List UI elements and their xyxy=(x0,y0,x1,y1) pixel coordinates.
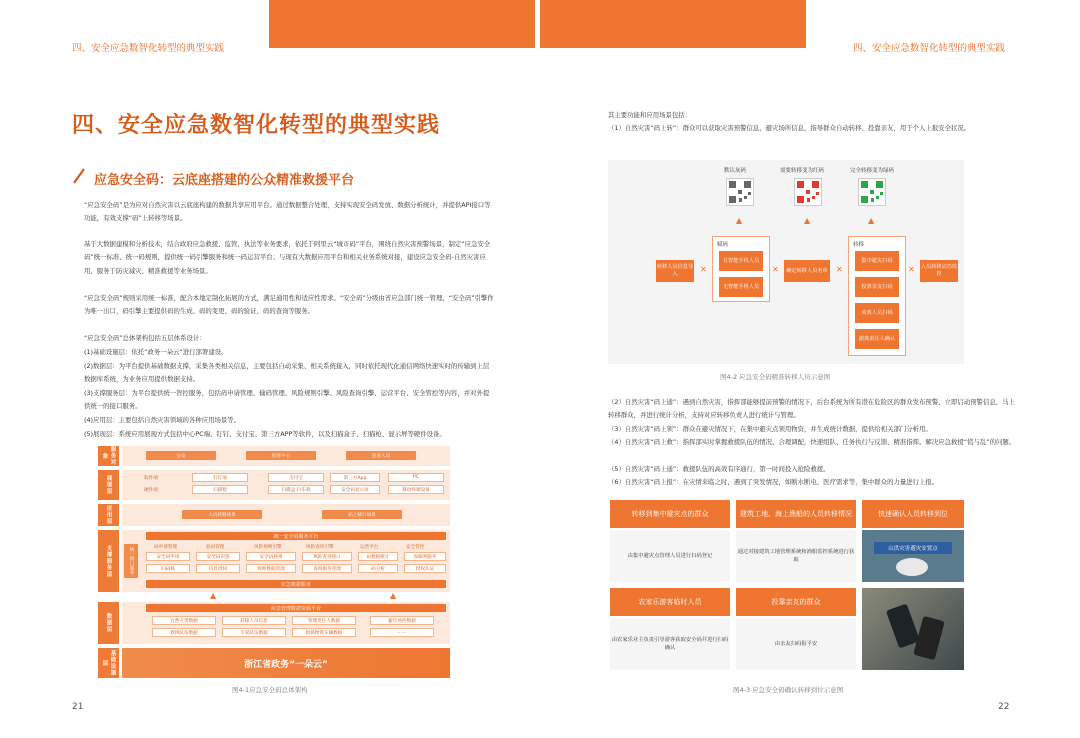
group-assign-label: 赋码 xyxy=(717,242,729,248)
display-cell: 钉钉端 xyxy=(192,473,248,482)
transfer-arrow-icon: ✕ xyxy=(772,265,779,274)
paragraph-8: (4)应用层：主要包括自然灾害领域的各种应用场景等。 xyxy=(84,416,241,424)
page-number-right: 22 xyxy=(998,702,1010,712)
paragraph-5: (1)基础设施层：依托“政务一朵云”进行部署建设。 xyxy=(84,348,228,356)
qr-code-gray-icon xyxy=(726,178,754,206)
header-tab-right xyxy=(540,0,806,48)
qr-code-red-icon xyxy=(794,178,822,206)
function-5-text: （5）自然灾害“码上通”：救援队伍的高效有序通行，第一时间投入抢险救援。 xyxy=(608,465,830,473)
support-cell: 规则数据管理 xyxy=(246,564,296,573)
figure-confirm xyxy=(610,500,964,672)
display-cell: 扫描盒子/车载 xyxy=(268,485,324,494)
group-assign xyxy=(712,236,770,302)
support-cell: 查询服务管理 xyxy=(302,564,352,573)
layer-label-display: 展现层 xyxy=(98,470,119,500)
phone-icon xyxy=(886,603,920,648)
up-arrow-icon: ▲ xyxy=(736,216,743,225)
slash-icon xyxy=(72,168,86,184)
figure3-caption: 图4-3 应急安全码确认转移到位示意图 xyxy=(733,686,844,694)
layer-label-support: 支撑服务层 xyxy=(98,530,119,592)
scenario-header: 投靠亲友的群众 xyxy=(736,588,856,616)
scenario-text: 通过对接建筑工地管理系统和渔船监控系统进行获取 xyxy=(736,530,856,582)
display-cell: 第三方App xyxy=(330,473,380,482)
support-cell: 加解密服务 xyxy=(404,552,446,561)
figure1-caption: 图4-1应急安全码总体架构 xyxy=(232,686,308,694)
data-cell: 避灾场所数据 xyxy=(370,616,434,625)
function-4-text: （4）自然灾害“码上救”：指挥部实时掌握救援队伍的情况、合理调配，快速组队、任务执行与反馈、精准指挥。解决应急救援“慌与乱”的问题。 xyxy=(608,438,1016,446)
app-item: 人员转移场景 xyxy=(182,510,262,519)
scenario-header: 农家乐游客临时人员 xyxy=(610,588,730,616)
scenario-text: 由亲友扫码报平安 xyxy=(736,618,856,670)
data-cell: 救援物资车辆数据 xyxy=(292,628,356,637)
support-band xyxy=(122,530,450,592)
confirm-list-box: 确定转移人员名单 xyxy=(784,260,830,282)
phone-icon xyxy=(913,616,945,660)
support-cell: 安全码规则 xyxy=(246,552,296,561)
display-cell: 支付宝 xyxy=(268,473,324,482)
qr-code-green-icon xyxy=(858,178,886,206)
data-cell: 管理责任人数据 xyxy=(292,616,356,625)
data-band xyxy=(122,602,450,644)
data-cell: 转移人员信息 xyxy=(222,616,286,625)
function-2-text: （2）自然灾害“码上通”：遇到自然灾害，指挥部能够提前预警的情况下，后台系统为所有潜在危险区的群众发布预警，立即启动预警信息，马上转移群众，并进行统计分析，支持对应转移负责人进行统计与管理。 xyxy=(608,398,1015,420)
support-cell: 安全码申请 xyxy=(146,552,190,561)
support-col: 安全管控 xyxy=(406,545,425,550)
section-subtitle: 应急安全码：云底座搭建的公众精准救援平台 xyxy=(94,173,355,188)
page-title: 四、安全应急数智化转型的典型实践 xyxy=(72,113,441,138)
header-tab-left xyxy=(269,0,535,48)
scenario-text: 由集中避灾点管理人员进行扫码登记 xyxy=(610,530,730,582)
transfer-item: 集中避灾扫码 xyxy=(855,251,899,271)
display-cell: 扫描枪 xyxy=(192,485,248,494)
data-top-bar: 应急管理数据资源平台 xyxy=(146,604,446,612)
up-arrow-icon: ▲ xyxy=(210,591,217,600)
support-col: 运营平台 xyxy=(360,545,379,550)
qr-label-red: 需要转移变为红码 xyxy=(780,168,825,174)
app-band xyxy=(122,504,450,526)
display-cell: 硬件端 xyxy=(144,488,158,493)
phone-scan-photo xyxy=(862,588,964,670)
support-col: 验码管理 xyxy=(206,545,225,550)
up-arrow-icon: ▲ xyxy=(804,216,811,225)
data-cell: 自然灾害数据 xyxy=(152,616,216,625)
assign-item: 无智能手机人员 xyxy=(719,277,763,297)
intro-text: 其主要功能和应用场景包括： xyxy=(608,111,692,119)
figure2-caption: 图4-2 应急安全码精准转移人员示意图 xyxy=(720,373,831,381)
layer-label-data: 数据层 xyxy=(98,602,119,644)
figure-transfer xyxy=(608,160,964,364)
scenario-header: 快速确认人员转移到位 xyxy=(862,500,964,528)
paragraph-3: “应急安全码”规则采用统一标准，配合本地定制化拓展的方式，满足通用性和适应性需求。“安全码”分级由省应急部门统一管理，“安全码”引擎作为唯一出口，码引擎主要提供码的生成、码的变更、码的验证、码的查询等服务。 xyxy=(84,294,494,316)
transfer-arrow-icon: ✕ xyxy=(908,265,915,274)
support-cell: 风险查询接口 xyxy=(302,552,352,561)
support-col: 风险规则引擎 xyxy=(254,545,282,550)
layer-label-infra: 基础设施层 xyxy=(98,648,119,678)
service-item: 巡查人员 xyxy=(346,451,416,460)
support-bottom-bar: 应急数据服务 xyxy=(146,580,446,588)
data-cell: …… xyxy=(370,628,434,637)
support-col: 风险查询引擎 xyxy=(306,545,334,550)
support-top-bar: 统一安全码服务平台 xyxy=(146,532,446,540)
paragraph-1: “应急安全码”是为应对自然灾害以云底座构建的数据共享应用平台。通过数据整合处理，支持实现安全码发放、数据分析统计，并提供API接口等功能，有效支撑“码”上转移等场景。 xyxy=(84,201,491,223)
group-transfer xyxy=(848,236,906,356)
paragraph-4: “应急安全码”总体架构包括五层体系设计： xyxy=(84,334,206,342)
figure-architecture xyxy=(98,446,450,678)
assign-item: 有智能手机人员 xyxy=(719,251,763,271)
support-col: 码申请管理 xyxy=(154,545,177,550)
transfer-arrow-icon: ✕ xyxy=(836,265,843,274)
page-number-left: 21 xyxy=(72,702,84,712)
transfer-item: 投靠亲友扫码 xyxy=(855,277,899,297)
display-cell: 软件端 xyxy=(144,476,158,481)
app-item: 码上赋行场景 xyxy=(322,510,402,519)
layer-label-service: 服务对象 xyxy=(98,446,119,466)
support-cell: 信息授权 xyxy=(196,564,240,573)
transfer-arrow-icon: ✕ xyxy=(700,265,707,274)
up-arrow-icon: ▲ xyxy=(390,591,397,600)
running-header-left: 四、安全应急数智化转型的典型实践 xyxy=(72,43,225,54)
up-arrow-icon: ▲ xyxy=(868,216,875,225)
transfer-item: 撤离责任人确认 xyxy=(855,329,899,349)
support-cell: 码数据统计 xyxy=(358,552,398,561)
import-box: 转移人员信息导入 xyxy=(656,260,694,282)
service-item: 公众 xyxy=(146,451,216,460)
data-cell: 救援队伍数据 xyxy=(152,628,216,637)
running-header-right: 四、安全应急数智化转型的典型实践 xyxy=(853,43,1006,54)
display-cell: 安全码显示屏 xyxy=(330,485,380,494)
display-cell: 移动终端设备 xyxy=(388,485,444,494)
data-cell: 专家队伍数据 xyxy=(222,628,286,637)
paragraph-6: (2)数据层：为平台提供基础数据支撑，采集各类相关信息，主要包括自动采集、相关系统接入，同时依托现代化通信网络快速实时的传输到上层数据库系统，为业务应用提供数据支持。 xyxy=(84,362,490,384)
layer-label-app: 应用层 xyxy=(98,504,119,526)
infra-band: 浙江省政务“一朵云” xyxy=(122,648,450,678)
qr-label-green: 完全转移变为绿码 xyxy=(850,168,895,174)
paragraph-9: (5)展现层：系统应用展现方式包括中心PC端、钉钉、支付宝、第三方APP等软件，以及扫描盒子、扫描枪、显示屏等硬件设备。 xyxy=(84,430,446,438)
function-3-text: （3）自然灾害“码上领”：群众在避灾情况下，在集中避灾点领用物资，并生成统计数据，提供给相关部门分析用。 xyxy=(608,425,932,433)
monitor-box: 人员转移动态监控 xyxy=(920,260,958,282)
support-left: 统一接口服务 xyxy=(124,544,138,578)
support-cell: 扫码核 xyxy=(146,564,190,573)
scenario-text: 由农家乐业主负责引导游客获取安全码并进行扫码确认 xyxy=(610,618,730,670)
paragraph-2: 基于大数据建模和分析技术，结合政府应急救援、监管、执法等业务要求，依托于阿里云“城市码”平台，围绕自然灾害预警场景，制定“应急安全码”统一标准、统一码规则，提供统一码引擎服务和统一码运营平台；与现有大数据应用平台和相关业务系统对接，建设应急安全码-自然灾害应用，服务于防灾减灾、精准救援等业务场景。 xyxy=(84,240,491,275)
display-cell: PC xyxy=(388,473,444,482)
service-band xyxy=(122,446,450,466)
evacuation-site-photo xyxy=(862,530,964,582)
support-cell: 码分析 xyxy=(358,564,398,573)
site-sign-emblem xyxy=(896,558,928,576)
scenario-header: 建筑工地、海上渔船的人员转移情况 xyxy=(736,500,856,528)
scenario-header: 转移到集中避灾点的群众 xyxy=(610,500,730,528)
support-cell: 安全码识别 xyxy=(196,552,240,561)
support-cell: 授权认证 xyxy=(404,564,446,573)
service-item: 指挥中心 xyxy=(246,451,316,460)
site-sign: 山洪灾害避灾安置点 xyxy=(874,542,952,554)
function-6-text: （6）自然灾害“码上报”：在灾情来临之时，遇到了突发情况，如断水断电、医疗需求等，集中群众的力量进行上报。 xyxy=(608,478,939,486)
qr-label-gray: 默认灰码 xyxy=(724,168,747,174)
group-transfer-label: 转移 xyxy=(853,242,865,248)
display-band xyxy=(122,470,450,500)
transfer-item: 劝离人员扫码 xyxy=(855,303,899,323)
paragraph-7: (3)支撑服务层：为平台提供统一智控服务，包括码申请管理、输码管理、风险规则引擎、风险查询引擎、运营平台、安全管控等内容，并对外提供统一的接口服务。 xyxy=(84,389,490,411)
function-1-text: （1）自然灾害“码上转”：群众可以获取灾害预警信息、避灾场所信息，指导群众自动转移、投靠亲友，用于个人上报安全状况。 xyxy=(608,124,971,132)
